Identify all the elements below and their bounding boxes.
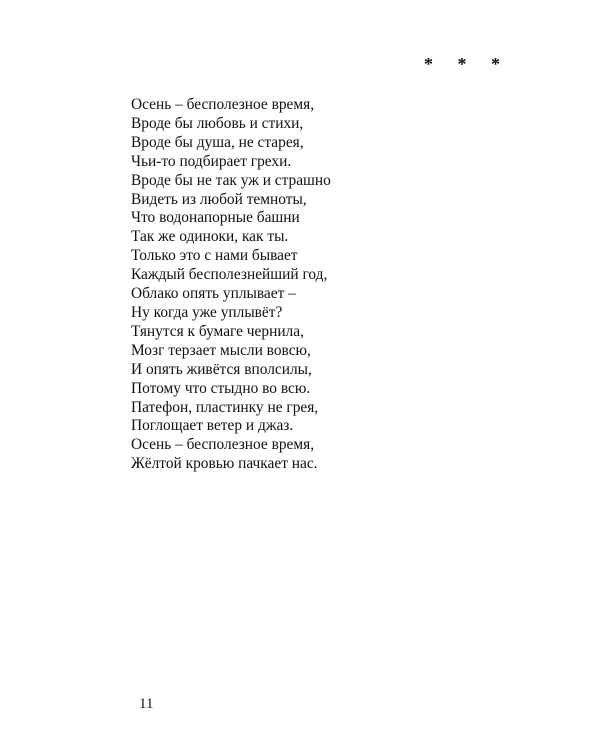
- poem-line: Патефон, пластинку не грея,: [131, 398, 319, 416]
- poem-line: Что водонапорные башни: [131, 209, 300, 227]
- poem-line: Мозг терзает мысли вовсю,: [131, 341, 311, 359]
- poem-line: Тянутся к бумаге чернила,: [131, 322, 304, 340]
- poem-line: Видеть из любой темноты,: [131, 190, 307, 208]
- poem-line: Потому что стыдно во всю.: [131, 379, 311, 397]
- poem-line: Вроде бы душа, не старея,: [131, 133, 304, 151]
- page-number: 11: [139, 696, 154, 712]
- section-separator: * * *: [424, 54, 510, 74]
- poem-line: И опять живётся вполсилы,: [131, 360, 312, 378]
- poem-line: Жёлтой кровью пачкает нас.: [131, 455, 318, 473]
- poem-line: Только это с нами бывает: [131, 247, 298, 265]
- poem-line: Поглощает ветер и джаз.: [131, 417, 294, 435]
- poem-line: Вроде бы не так уж и страшно: [131, 171, 331, 189]
- poem-line: Ну когда уже уплывёт?: [131, 303, 283, 321]
- poem-line: Осень – бесполезное время,: [131, 436, 315, 454]
- poem-line: Вроде бы любовь и стихи,: [131, 114, 304, 132]
- poem-line: Осень – бесполезное время,: [131, 96, 315, 113]
- poem-text: [131, 96, 491, 474]
- poem-line: Так же одиноки, как ты.: [131, 228, 289, 246]
- poem-line: Чьи-то подбирает грехи.: [131, 152, 292, 170]
- poem-line: Каждый бесполезнейший год,: [131, 266, 328, 284]
- poem-line: Облако опять уплывает –: [131, 285, 296, 303]
